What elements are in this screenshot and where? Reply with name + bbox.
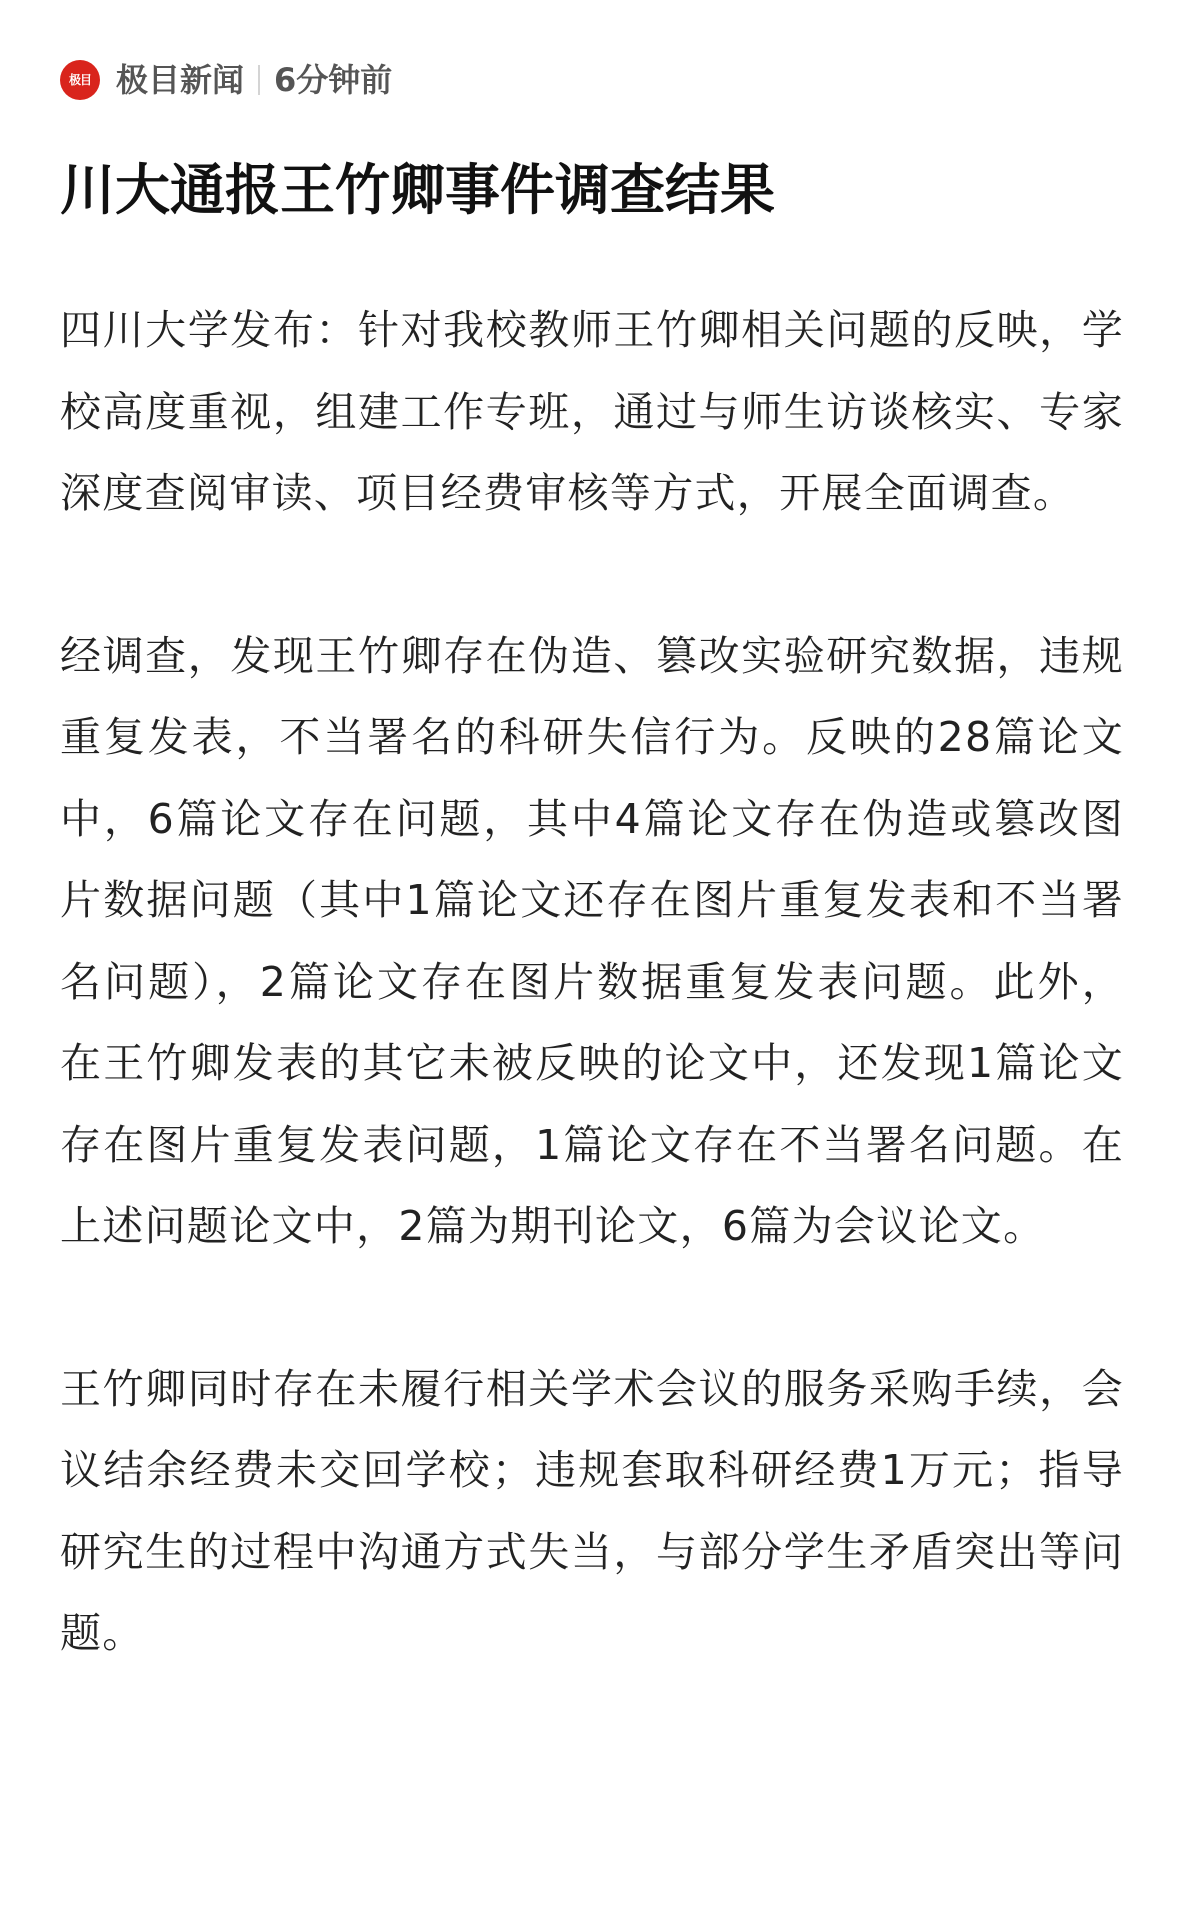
source-bar [60,56,392,104]
source-logo[interactable] [60,60,100,100]
article-paragraph-3: 王竹卿同时存在未履行相关学术会议的服务采购手续，会议结余经费未交回学校；违规套取科研经费1万元；指导研究生的过程中沟通方式失当，与部分学生矛盾突出等问题。 [60,1364,1124,1657]
source-name[interactable]: 极目新闻 [116,61,245,99]
article-paragraph-1: 四川大学发布：针对我校教师王竹卿相关问题的反映，学校高度重视，组建工作专班，通过与师生访谈核实、专家深度查阅审读、项目经费审核等方式，开展全面调查。 [60,306,1124,517]
publish-time: 6分钟前 [274,61,393,99]
article-paragraph-2: 经调查，发现王竹卿存在伪造、篡改实验研究数据，违规重复发表，不当署名的科研失信行为。反映的28篇论文中，6篇论文存在问题，其中4篇论文存在伪造或篡改图片数据问题（其中1篇论文还存在图片重复发表和不当署名问题），2篇论文存在图片数据重复发表问题。此外，在王竹卿发表的其它未被反映的论文中，还发现1篇论文存在图片重复发表问题，1篇论文存在不当署名问题。在上述问题论文中，2篇为期刊论文，6篇为会议论文。 [60,631,1124,1250]
article-body [60,290,1124,1675]
source-divider [258,65,260,95]
source-logo-text: 极目 [68,73,91,87]
article-title: 川大通报王竹卿事件调查结果 [60,158,776,222]
